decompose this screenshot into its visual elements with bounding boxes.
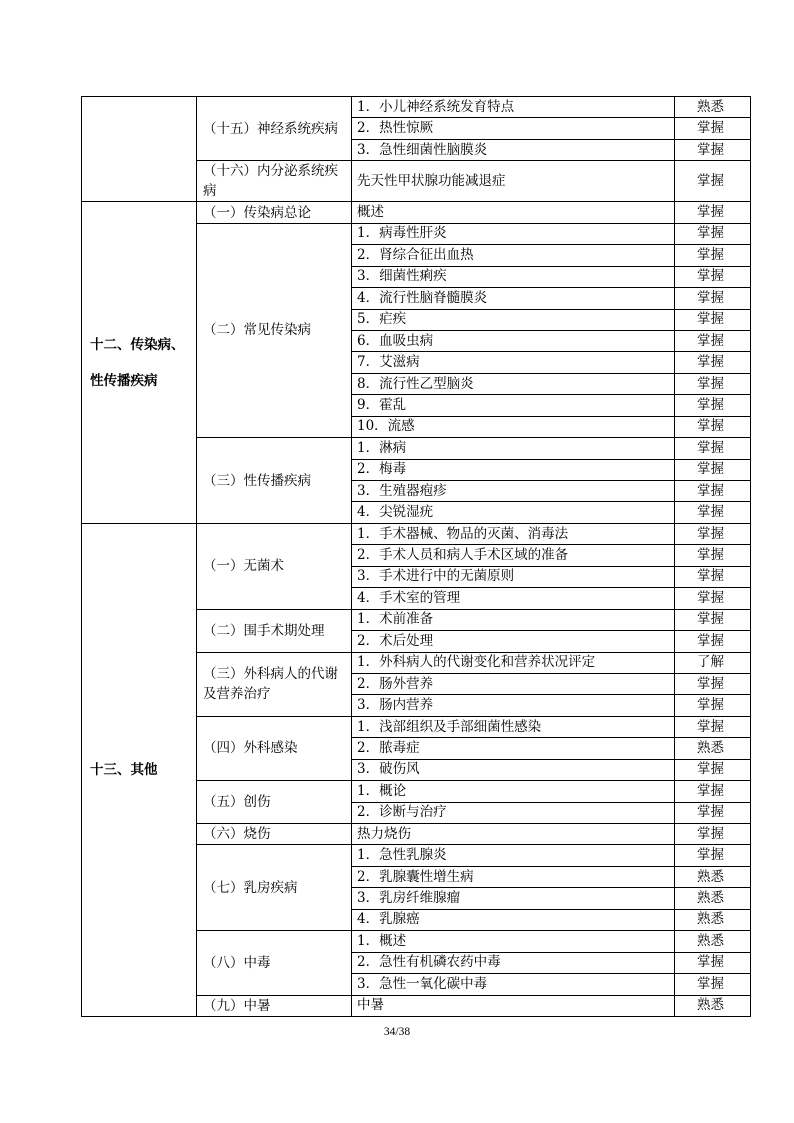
section-name: （二）常见传染病 xyxy=(197,223,352,437)
item-requirement: 掌握 xyxy=(675,952,751,973)
item-requirement: 掌握 xyxy=(675,824,751,845)
item-requirement: 熟悉 xyxy=(675,931,751,952)
item-content: 2．梅毒 xyxy=(352,459,675,480)
section-name: （一）无菌术 xyxy=(197,523,352,609)
item-content: 3．手术进行中的无菌原则 xyxy=(352,566,675,587)
item-requirement: 掌握 xyxy=(675,309,751,330)
item-content: 2．肠外营养 xyxy=(352,673,675,694)
item-content: 2．诊断与治疗 xyxy=(352,802,675,823)
syllabus-table xyxy=(81,96,751,1017)
item-content: 3．乳房纤维腺瘤 xyxy=(352,888,675,909)
item-content: 1．概论 xyxy=(352,781,675,802)
item-requirement: 掌握 xyxy=(675,330,751,351)
item-requirement: 掌握 xyxy=(675,523,751,544)
item-content: 2．手术人员和病人手术区域的准备 xyxy=(352,545,675,566)
item-requirement: 掌握 xyxy=(675,609,751,630)
item-requirement: 掌握 xyxy=(675,438,751,459)
item-content: 2．乳腺囊性增生病 xyxy=(352,866,675,887)
item-content: 1．手术器械、物品的灭菌、消毒法 xyxy=(352,523,675,544)
section-name: （二）围手术期处理 xyxy=(197,609,352,652)
item-requirement: 掌握 xyxy=(675,118,751,139)
table-row xyxy=(82,97,751,118)
item-requirement: 掌握 xyxy=(675,481,751,502)
item-content: 2．肾综合征出血热 xyxy=(352,245,675,266)
item-content: 2．热性惊厥 xyxy=(352,118,675,139)
item-content: 8．流行性乙型脑炎 xyxy=(352,373,675,394)
item-content: 3．生殖器疱疹 xyxy=(352,481,675,502)
item-content: 先天性甲状腺功能减退症 xyxy=(352,161,675,202)
item-content: 3．急性一氧化碳中毒 xyxy=(352,974,675,995)
item-requirement: 掌握 xyxy=(675,245,751,266)
section-name: （三）外科病人的代谢及营养治疗 xyxy=(197,652,352,716)
item-requirement: 掌握 xyxy=(675,139,751,160)
item-requirement: 熟悉 xyxy=(675,909,751,930)
item-requirement: 掌握 xyxy=(675,716,751,737)
item-content: 5．疟疾 xyxy=(352,309,675,330)
item-content: 4．流行性脑脊髓膜炎 xyxy=(352,288,675,309)
item-content: 2．术后处理 xyxy=(352,631,675,652)
item-requirement: 掌握 xyxy=(675,631,751,652)
section-name: （五）创伤 xyxy=(197,781,352,824)
item-requirement: 熟悉 xyxy=(675,866,751,887)
item-requirement: 熟悉 xyxy=(675,97,751,118)
item-content: 1．小儿神经系统发育特点 xyxy=(352,97,675,118)
item-requirement: 掌握 xyxy=(675,502,751,523)
section-name: （九）中暑 xyxy=(197,995,352,1016)
section-name: （一）传染病总论 xyxy=(197,202,352,223)
item-requirement: 掌握 xyxy=(675,373,751,394)
section-name: （八）中毒 xyxy=(197,931,352,995)
section-name: （七）乳房疾病 xyxy=(197,845,352,931)
item-content: 7．艾滋病 xyxy=(352,352,675,373)
item-requirement: 掌握 xyxy=(675,845,751,866)
item-content: 1．外科病人的代谢变化和营养状况评定 xyxy=(352,652,675,673)
item-content: 1．术前准备 xyxy=(352,609,675,630)
item-requirement: 掌握 xyxy=(675,974,751,995)
item-content: 3．急性细菌性脑膜炎 xyxy=(352,139,675,160)
item-requirement: 掌握 xyxy=(675,566,751,587)
item-content: 概述 xyxy=(352,202,675,223)
item-content: 中暑 xyxy=(352,995,675,1016)
section-name: （十六）内分泌系统疾病 xyxy=(197,161,352,202)
chapter-title xyxy=(82,97,197,202)
item-requirement: 掌握 xyxy=(675,416,751,437)
item-content: 3．细菌性痢疾 xyxy=(352,266,675,287)
item-requirement: 掌握 xyxy=(675,395,751,416)
item-requirement: 掌握 xyxy=(675,759,751,780)
table-row xyxy=(82,523,751,544)
chapter-title: 十二、传染病、性传播疾病 xyxy=(82,202,197,524)
item-requirement: 掌握 xyxy=(675,695,751,716)
item-content: 1．病毒性肝炎 xyxy=(352,223,675,244)
item-content: 1．淋病 xyxy=(352,438,675,459)
item-content: 1．急性乳腺炎 xyxy=(352,845,675,866)
item-requirement: 掌握 xyxy=(675,352,751,373)
item-requirement: 掌握 xyxy=(675,802,751,823)
item-content: 3．肠内营养 xyxy=(352,695,675,716)
section-name: （四）外科感染 xyxy=(197,716,352,780)
table-row xyxy=(82,202,751,223)
section-name: （六）烧伤 xyxy=(197,824,352,845)
item-requirement: 掌握 xyxy=(675,161,751,202)
syllabus-table-body xyxy=(82,97,751,1017)
item-requirement: 熟悉 xyxy=(675,995,751,1016)
item-requirement: 熟悉 xyxy=(675,888,751,909)
item-content: 9．霍乱 xyxy=(352,395,675,416)
item-requirement: 掌握 xyxy=(675,545,751,566)
item-requirement: 掌握 xyxy=(675,673,751,694)
section-name: （十五）神经系统疾病 xyxy=(197,97,352,161)
item-requirement: 掌握 xyxy=(675,223,751,244)
item-content: 4．乳腺癌 xyxy=(352,909,675,930)
item-content: 热力烧伤 xyxy=(352,824,675,845)
item-content: 2．脓毒症 xyxy=(352,738,675,759)
item-requirement: 掌握 xyxy=(675,202,751,223)
item-requirement: 掌握 xyxy=(675,288,751,309)
item-requirement: 了解 xyxy=(675,652,751,673)
page-number: 34/38 xyxy=(383,1026,411,1038)
item-content: 4．尖锐湿疣 xyxy=(352,502,675,523)
item-requirement: 熟悉 xyxy=(675,738,751,759)
item-content: 1．概述 xyxy=(352,931,675,952)
section-name: （三）性传播疾病 xyxy=(197,438,352,524)
item-requirement: 掌握 xyxy=(675,459,751,480)
item-content: 4．手术室的管理 xyxy=(352,588,675,609)
chapter-title: 十三、其他 xyxy=(82,523,197,1016)
item-content: 2．急性有机磷农药中毒 xyxy=(352,952,675,973)
item-requirement: 掌握 xyxy=(675,266,751,287)
item-requirement: 掌握 xyxy=(675,588,751,609)
item-requirement: 掌握 xyxy=(675,781,751,802)
item-content: 6．血吸虫病 xyxy=(352,330,675,351)
item-content: 1．浅部组织及手部细菌性感染 xyxy=(352,716,675,737)
item-content: 3．破伤风 xyxy=(352,759,675,780)
item-content: 10．流感 xyxy=(352,416,675,437)
